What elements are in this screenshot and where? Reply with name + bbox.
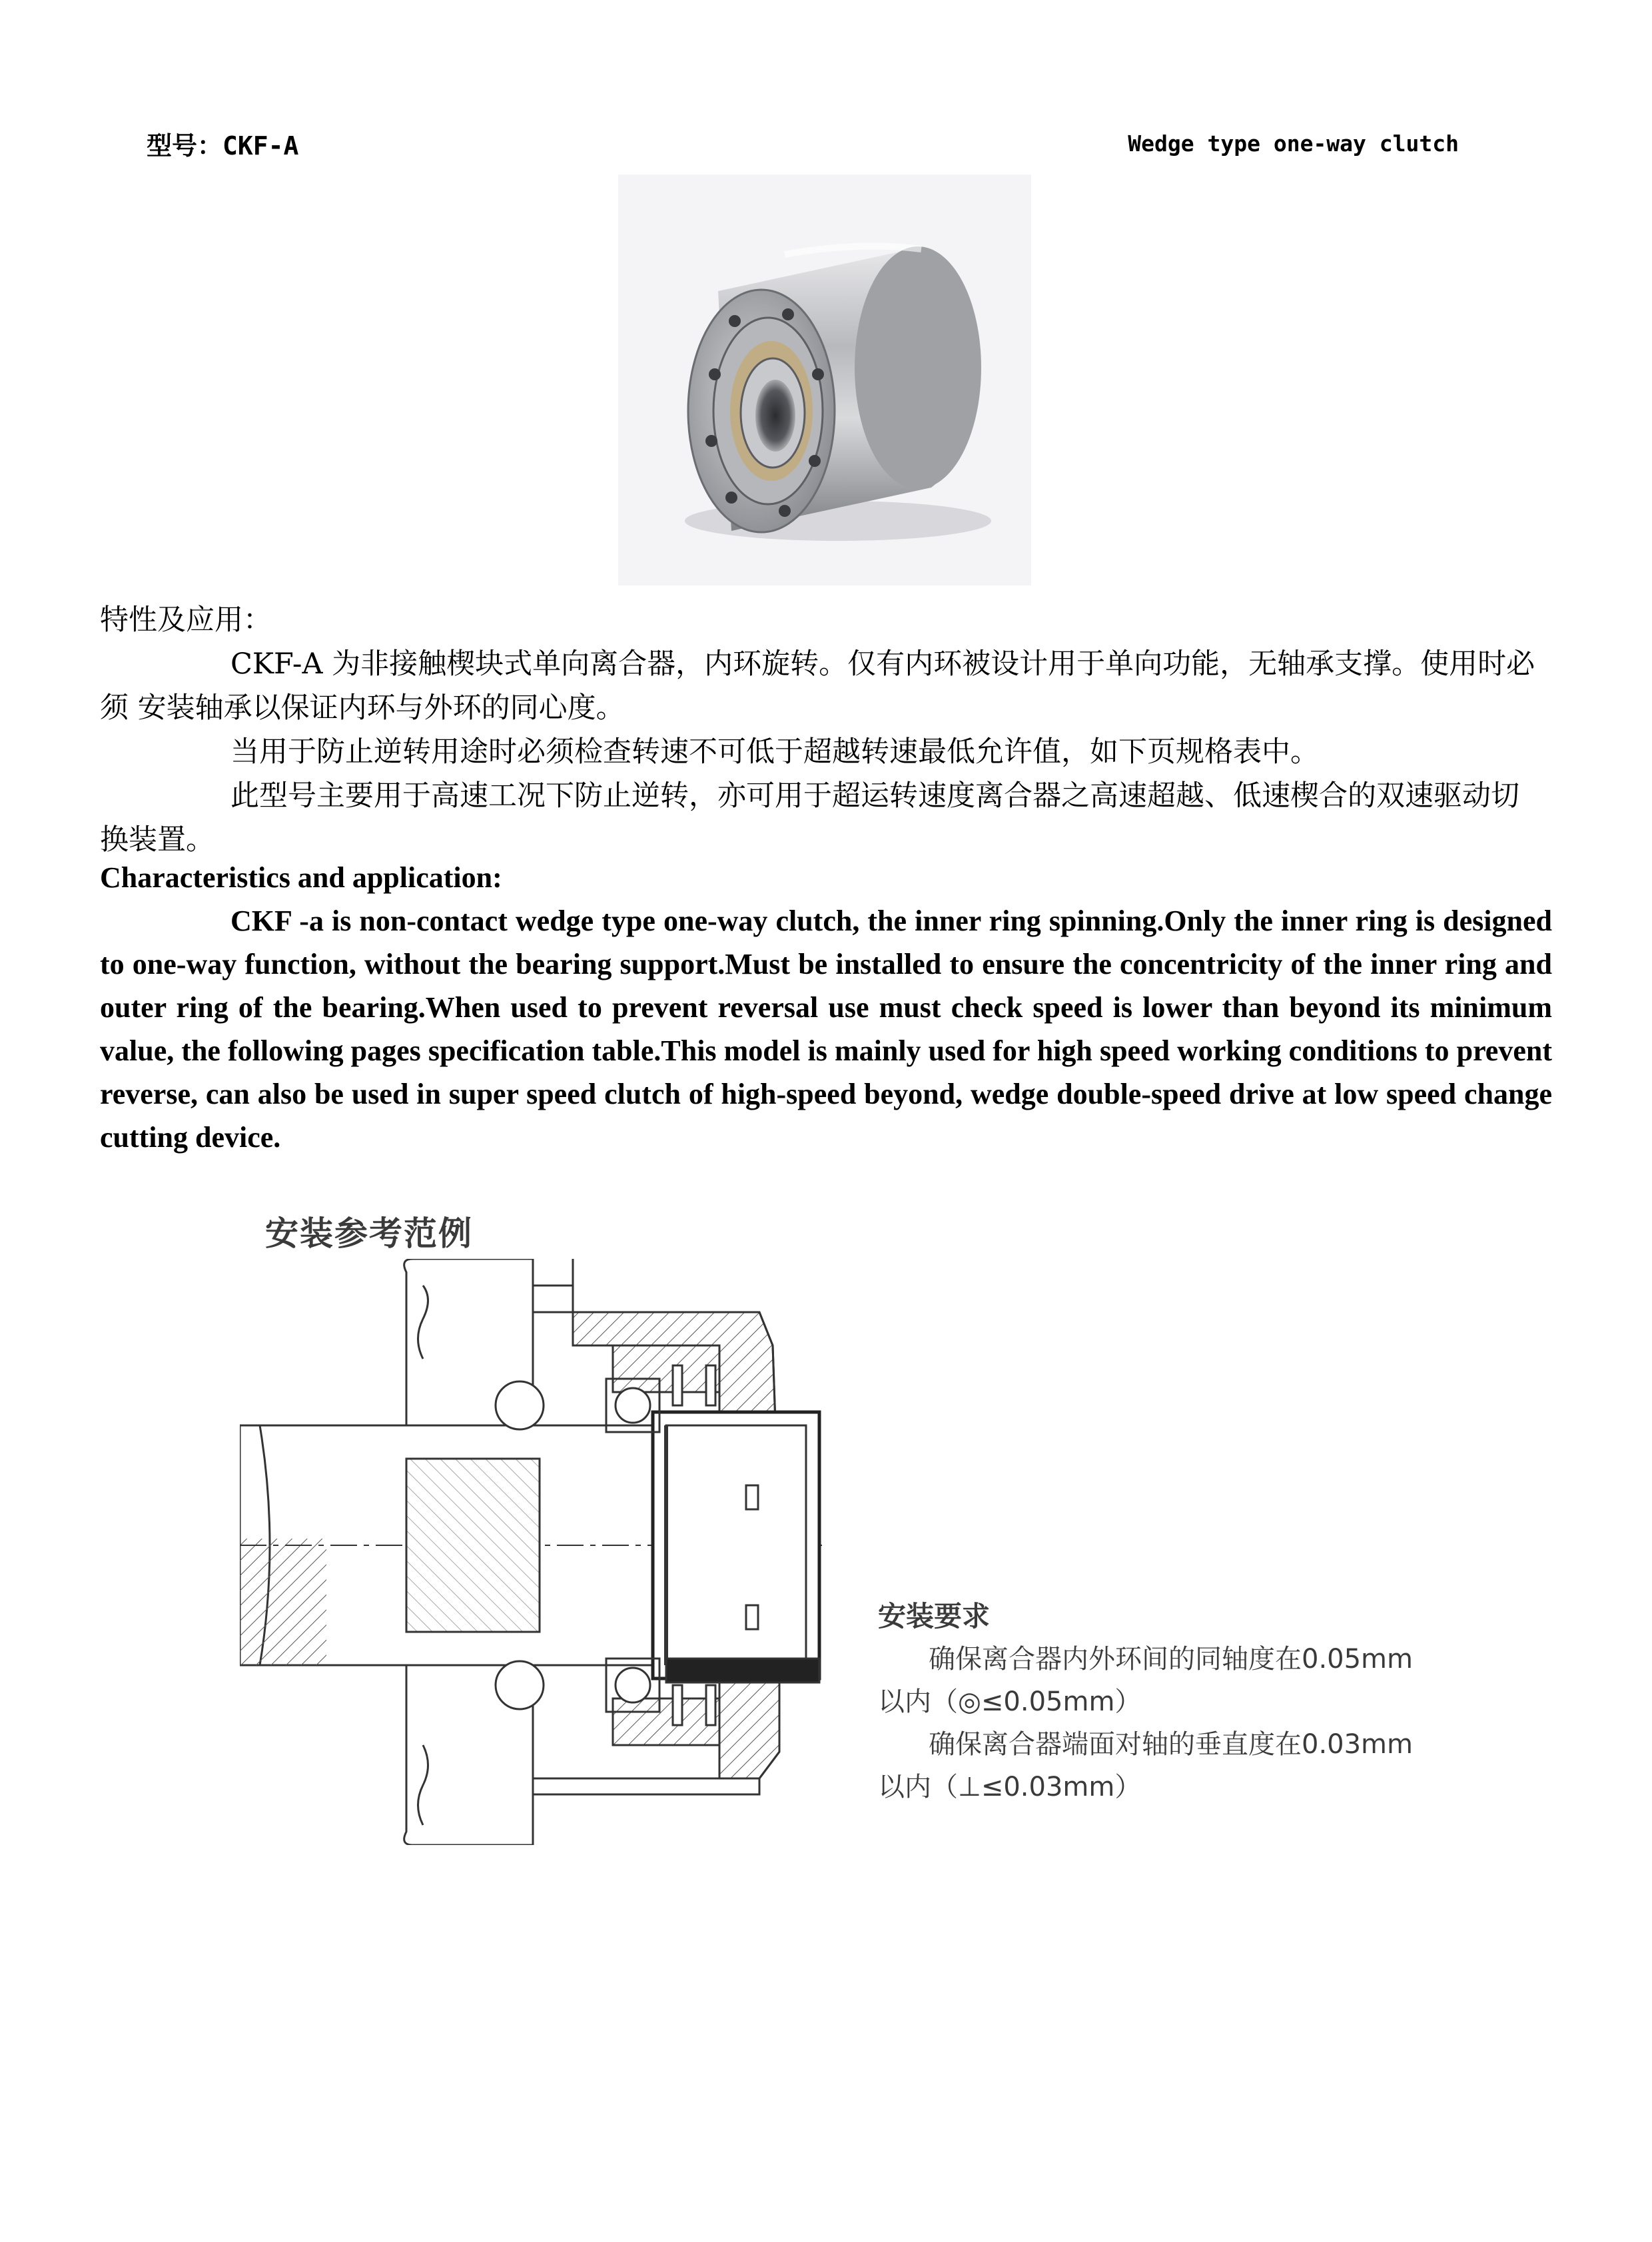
paragraph-en: CKF -a is non-contact wedge type one-way clutch, the inner ring spinning.Only the inner ring is designed to one-way function, without the bearing support.Must be installed to ensure the concentricity of the inner ring and outer ring of the bearing.When used to prevent reversal use must check speed is lower than beyond its minimum value, the following pages specification table.This model is mainly used for high speed working conditions to prevent reverse, can also be used in super speed clutch of high-speed beyond, wedge double-speed drive at low speed change cutting device. bbox=[100, 905, 1552, 1154]
characteristics-cn bbox=[100, 598, 1552, 862]
requirement-coaxiality: 确保离合器内外环间的同轴度在0.05mm bbox=[929, 1644, 1413, 1675]
installation-drawing bbox=[240, 1259, 826, 1845]
install-requirements-title: 安装要求 bbox=[878, 1600, 991, 1633]
section-heading-cn: 特性及应用： bbox=[100, 603, 272, 637]
install-example-title: 安装参考范例 bbox=[265, 1214, 473, 1253]
section-heading-en: Characteristics and application: bbox=[100, 861, 502, 894]
requirement-coaxiality-tolerance: 以内（◎≤0.05mm） bbox=[878, 1686, 1142, 1717]
paragraph-cn-2: 当用于防止逆转用途时必须检查转速不可低于超越转速最低允许值，如下页规格表中。 bbox=[230, 735, 1319, 769]
requirement-perpendicularity-tolerance: 以内（⊥≤0.03mm） bbox=[878, 1772, 1142, 1802]
characteristics-en bbox=[100, 856, 1552, 1159]
requirement-perpendicularity: 确保离合器端面对轴的垂直度在0.03mm bbox=[929, 1729, 1413, 1760]
product-title-en: Wedge type one-way clutch bbox=[1128, 131, 1459, 157]
install-requirements bbox=[878, 1595, 1413, 1808]
paragraph-cn-3: 此型号主要用于高速工况下防止逆转，亦可用于超运转速度离合器之高速超越、低速楔合的双速驱动切 换装置。 bbox=[100, 779, 1519, 857]
paragraph-cn-1: CKF-A 为非接触楔块式单向离合器，内环旋转。仅有内环被设计用于单向功能，无轴承支撑。使用时必须 安装轴承以保证内环与外环的同心度。 bbox=[100, 647, 1535, 725]
clutch-photo bbox=[618, 175, 1031, 585]
model-label: 型号：CKF-A bbox=[147, 131, 299, 161]
cross-section-diagram bbox=[240, 1259, 826, 1845]
clutch-illustration bbox=[618, 175, 1031, 585]
